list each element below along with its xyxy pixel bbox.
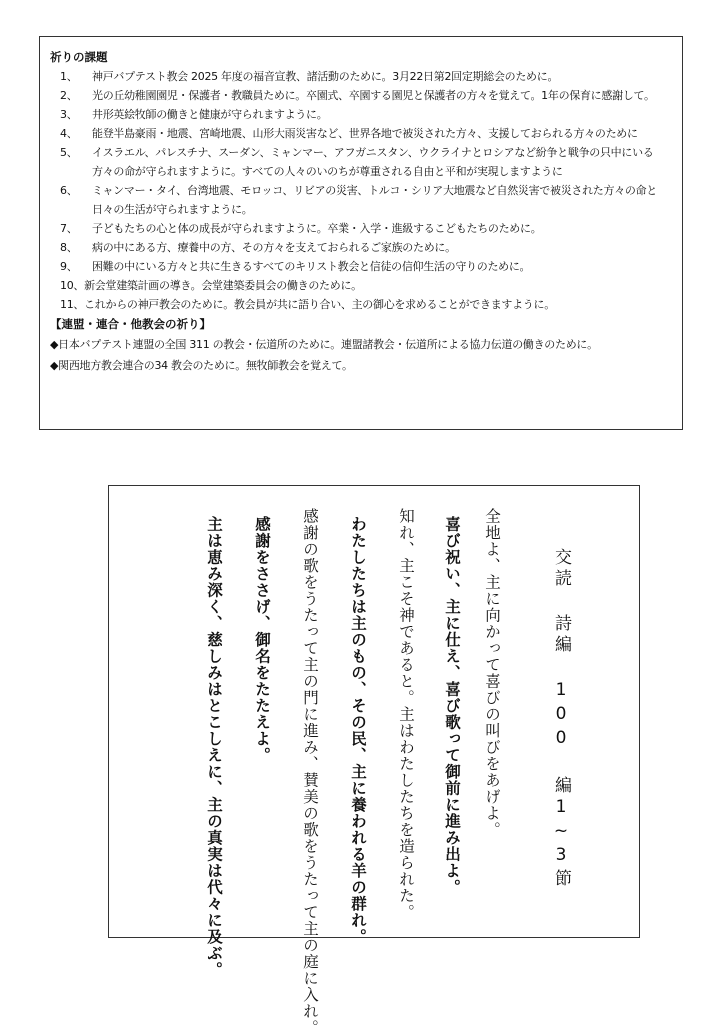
union-prayer-item: ◆日本バプテスト連盟の全国 311 の教会・伝道所のために。連盟諸教会・伝道所による協力伝道の働きのために。	[50, 338, 598, 351]
prayer-item	[50, 105, 674, 124]
item-text: 能登半島豪雨・地震、宮崎地震、山形大雨災害など、世界各地で被災された方々、支援しておられる方々のために	[92, 127, 638, 140]
item-text: 井形英絵牧師の働きと健康が守られますように。	[92, 108, 328, 121]
prayer-item	[50, 124, 674, 143]
prayer-item-continuation	[50, 200, 674, 219]
item-number: 2、	[60, 89, 78, 102]
responsive-reading-box	[108, 485, 640, 1036]
reading-line-congregation: 感謝をささげ、御名をたたえよ。	[253, 516, 271, 764]
item-text: 子どもたちの心と体の成長が守られますように。卒業・入学・進級するこどもたちのために。	[92, 222, 542, 235]
union-prayer-item: ◆関西地方教会連合の34 教会のために。無牧師教会を覚えて。	[50, 359, 353, 372]
item-number: 8、	[60, 241, 78, 254]
item-text: 10、新会堂建築計画の導き。会堂建築委員会の働きのために。	[60, 279, 362, 292]
prayer-item	[50, 295, 674, 314]
prayer-item	[50, 86, 674, 105]
item-text: 光の丘幼稚園園児・保護者・教職員ために。卒園式、卒園する園児と保護者の方々を覚えて。1年の保育に感謝して。	[92, 89, 655, 102]
item-number: 9、	[60, 260, 78, 273]
item-number: 3、	[60, 108, 78, 121]
reading-line-congregation: 主は恵み深く、慈しみはとこしえに、主の真実は代々に及ぶ。	[205, 516, 223, 978]
reading-line: 全地よ、主に向かって喜びの叫びをあげよ。	[483, 508, 501, 838]
item-text: 日々の生活が守られますように。	[92, 203, 253, 216]
prayer-item	[50, 181, 674, 200]
reading-line-congregation: 喜び祝い、主に仕え、喜び歌って御前に進み出よ。	[443, 516, 461, 896]
item-text: 困難の中にいる方々と共に生きるすべてのキリスト教会と信徒の信仰生活の守りのために。	[92, 260, 531, 273]
prayer-item-continuation	[50, 162, 674, 181]
reading-title: 交読 詩編 100 編1~3節	[551, 548, 571, 890]
prayer-item	[50, 67, 674, 86]
prayer-item	[50, 257, 674, 276]
item-text: 病の中にある方、療養中の方、その方々を支えておられるご家族のために。	[92, 241, 456, 254]
item-number: 5、	[60, 146, 78, 159]
item-text: 神戸バプテスト教会 2025 年度の福音宣教、諸活動のために。3月22日第2回定期総会のために。	[92, 70, 559, 83]
prayer-item	[50, 276, 674, 295]
item-number: 1、	[60, 70, 78, 83]
reading-line: 感謝の歌をうたって主の門に進み、賛美の歌をうたって主の庭に入れ。	[301, 508, 319, 1036]
item-text: 方々の命が守られますように。すべての人々のいのちが尊重される自由と平和が実現しますように	[92, 165, 563, 178]
prayer-topics-box	[39, 36, 683, 430]
union-prayer-heading: 【連盟・連合・他教会の祈り】	[50, 317, 211, 331]
prayer-item	[50, 238, 674, 257]
prayer-heading: 祈りの課題	[50, 50, 108, 64]
prayer-item	[50, 219, 674, 238]
item-number: 4、	[60, 127, 78, 140]
item-text: イスラエル、パレスチナ、スーダン、ミャンマー、アフガニスタン、ウクライナとロシアなど紛争と戦争の只中にいる	[92, 146, 654, 159]
reading-line-congregation: わたしたちは主のもの、その民、主に養われる羊の群れ。	[349, 516, 367, 945]
item-text: ミャンマー・タイ、台湾地震、モロッコ、リビアの災害、トルコ・シリア大地震など自然災害で被災された方々の命と	[92, 184, 658, 197]
item-text: 11、これからの神戸教会のために。教会員が共に語り合い、主の御心を求めることができますように。	[60, 298, 555, 311]
prayer-item	[50, 143, 674, 162]
item-number: 6、	[60, 184, 78, 197]
item-number: 7、	[60, 222, 78, 235]
reading-line: 知れ、主こそ神であると。主はわたしたちを造られた。	[397, 508, 415, 921]
